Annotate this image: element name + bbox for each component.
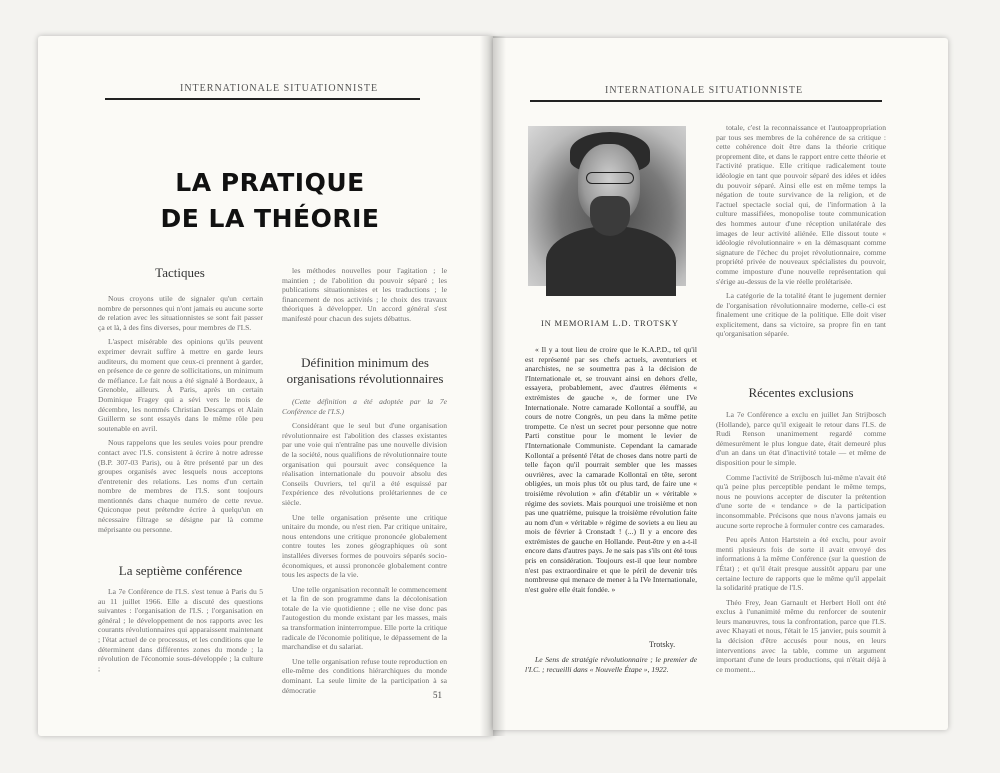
paragraph: Une telle organisation présente une critique unitaire du monde, ou n'est rien. Par critique unitaire, nous entendons une critique prononcée globalement contre toutes les zones géographiques où sont installées diverses formes de pouvoirs séparés socio-économiques, et aussi prononcée globalement contre tous les aspects de la vie.	[282, 512, 447, 580]
book-gutter	[480, 36, 506, 736]
running-head-left: INTERNATIONALE SITUATIONNISTE	[180, 83, 379, 94]
paragraph: Nous croyons utile de signaler qu'un certain nombre de personnes qui n'ont jamais eu aucune sorte de relation avec les situationnistes se sont fait passer ça et là, à des fins diverses, pour membres de l'I.S.	[98, 294, 263, 332]
portrait-photo	[528, 126, 686, 286]
paragraph: La 7e Conférence de l'I.S. s'est tenue à Paris du 5 au 11 juillet 1966. Elle a discuté des questions suivantes : l'organisation de l'I.S. ; l'organisation en général ; le développement de nos rapports avec les courants révolutionnaires qui apparaissent maintenant ; l'état actuel de ce processus, et les conditions que le déterminent dans différentes zones du monde ; la révolution de l'économie sous-développée ; la culture ;	[98, 587, 263, 673]
left-column-text	[98, 294, 263, 562]
paragraph: Considérant que le seul but d'une organisation révolutionnaire est l'abolition des classes existantes par une voie qui n'entraîne pas une nouvelle division de la société, nous qualifions de révolutionnaire toute organisation qui poursuit avec conséquence la réalisation internationale du pouvoir absolu des Conseils Ouvriers, tel qu'il a été esquissé par l'expérience des révolutions prolétariennes de ce siècle.	[282, 421, 447, 507]
paragraph: « Il y a tout lieu de croire que le K.A.P.D., tel qu'il est représenté par ses chefs actuels, aventuriers et anarchistes, ne se soumettra pas à la décision de l'Internationale et, se trouvant ainsi en dehors d'elle, essayera, probablement, avec d'autres éléments « extrémistes de gauche », de former une IVe Internationale. Notre camarade Kollontaï a soufflé, au cours de notre Congrès, un peu dans la même petite trompette. Ce n'est un secret pour personne que notre Parti constitue pour le moment le levier de l'Internationale Communiste. Cependant la camarade Kollontaï a présenté l'état de choses dans notre parti de telle façon qu'il pourrait sembler que les masses ouvrières, avec la camarade Kollontaï en tête, seront obligées, un mois plus tôt ou plus tard, de faire une « troisième révolution » afin d'établir un « véritable » régime des soviets. Mais pourquoi une troisième et non pas une quatrième, puisque la troisième révolution faite au nom d'un « véritable » régime de soviets a eu lieu au mois de février à Cronstadt ! (...) Il y a encore des extrémistes de gauche en Hollande. Peut-être y en a-t-il encore dans d'autres pays. Je ne sais pas s'ils ont été tous pris en considération. Toujours est-il que leur nombre n'est pas extraordinaire et que le péril de devenir très nombreuse qui menace de mener à la IVe Internationale, n'est guère elle était fondée. »	[525, 345, 697, 594]
paragraph: Nous rappelons que les seules voies pour prendre contact avec l'I.S. consistent à écrire à notre adresse (B.P. 307-03 Paris), ou à être présenté par un des groupes organisés avec lesquels nous acceptons d'entretenir des relations. Les noms d'un certain nombre de membres de l'I.S. sont toujours mentionnés dans chaque numéro de cette revue. Quiconque peut prétendre écrire à quelqu'un en nécessaire filtrage se désigne par là comme méprisante ou personne.	[98, 438, 263, 534]
photo-figure-glasses	[586, 172, 634, 184]
quote-text	[525, 345, 697, 635]
photo-caption: IN MEMORIAM L.D. TROTSKY	[541, 318, 679, 328]
paragraph: L'aspect misérable des opinions qu'ils peuvent exprimer devrait suffire à mettre en garde leurs auditeurs, du moment que ceux-ci prennent à garder, en présence de ce genre de sollicitations, un minimum de méfiance. Le fait nous a été signalé à Bordeaux, à Grenoble, ailleurs. À Paris, après un certain Dominique Fragey qui a sévi vers le mois de décembre, les nommés Christian Descamps et Alain Guillerm se sont essayés dans le même rôle peu soutenable en avril.	[98, 337, 263, 433]
exclusions-text	[716, 410, 886, 688]
paragraph: Une telle organisation refuse toute reproduction en elle-même des conditions hiérarchiques du monde dominant. La seule limite de la participation à sa démocratie	[282, 656, 447, 695]
paragraph: La catégorie de la totalité étant le jugement dernier de l'organisation révolutionnaire moderne, celle-ci est finalement une critique de la politique. Elle doit viser explicitement, dans sa victoire, sa propre fin en tant qu'organisation séparée.	[716, 291, 886, 339]
title-line-1: LA PRATIQUE	[175, 168, 365, 197]
photo-figure-body	[546, 226, 676, 296]
paragraph: Théo Frey, Jean Garnault et Herbert Holl ont été exclus à l'unanimité même du renforcer de soutenir leurs manœuvres, tous la confrontation, parce que l'I.S. avec Khayati et nous, l'était le 15 janvier, puis soumit à la décision d'être accusés pour nous, en leurs interventions avec la table, comme un argument important d'une de leurs productions, qui n'était déjà à ce moment...	[716, 597, 886, 674]
seventh-conference-text	[98, 587, 263, 687]
photo-figure-beard	[590, 196, 630, 236]
heading-seventh-conference: La septième conférence	[118, 563, 243, 578]
title-line-2: DE LA THÉORIE	[160, 204, 380, 233]
paragraph: Comme l'activité de Strijbosch lui-même n'avait été qu'à peine plus perceptible pendant le même temps, nous ne pouvions accepter de discuter la prétention d'une sorte de « tendance » de la participation inconsommable. Précisons que nous n'avons jamais eu aucune sorte reproche à formuler contre ces camarades.	[716, 472, 886, 530]
running-head-right: INTERNATIONALE SITUATIONNISTE	[605, 85, 804, 96]
right-column-top-text	[282, 266, 447, 334]
header-rule-right	[530, 100, 882, 102]
heading-definition	[280, 355, 450, 387]
right-column-text	[716, 123, 886, 369]
paragraph: totale, c'est la reconnaissance et l'autoappropriation par tous ses membres de la cohérence de sa critique : cette cohérence doit être dans la théorie critique proprement dite, et dans le rapport entre cette théorie et l'activité pratique. Elle critique radicalement toute idéologie en tant que pouvoir séparé des idées et idées du pouvoir séparé. Ainsi elle est en même temps la négation de toute survivance de la religion, et de l'actuel spectacle social qui, de l'information à la culture massifiées, monopolise toute communication des hommes autour d'une réception unilatérale des images de leur activité aliénée. Elle dissout toute « idéologie révolutionnaire » en la démasquant comme signature de l'échec du projet révolutionnaire, comme propriété privée de nouveaux spécialistes du pouvoir, comme imposture d'une nouvelle représentation qui s'érige au-dessus de la vie réelle prolétarisée.	[716, 123, 886, 286]
heading-definition-line-2: organisations révolutionnaires	[286, 371, 444, 386]
paragraph: Une telle organisation reconnaît le commencement et la fin de son programme dans la décolonisation totale de la vie quotidienne ; elle ne vise donc pas l'autogestion du monde existant par les masses, mais sa transformation ininterrompue. Elle porte la critique radicale de l'économie politique, le dépassement de la marchandise et du salariat.	[282, 584, 447, 652]
quote-source	[525, 655, 697, 685]
heading-exclusions: Récentes exclusions	[748, 385, 854, 400]
heading-tactics: Tactiques	[155, 265, 205, 280]
page-number: 51	[433, 690, 442, 700]
paragraph: Le Sens de stratégie révolutionnaire ; le premier de l'I.C. ; recueilli dans « Nouvelle Étape », 1922.	[525, 655, 697, 674]
quote-signature: Trotsky.	[649, 640, 676, 649]
header-rule-left	[105, 98, 420, 100]
paragraph: La 7e Conférence a exclu en juillet Jan Strijbosch (Hollande), parce qu'il exigeait le retour dans l'I.S. de Rudi Renson unanimement regardé comme démesurément le plus longue date, était demeuré plus d'un an dans un état d'inactivité totale — et même de disposition pour le simple.	[716, 410, 886, 467]
definition-note: (Cette définition a été adoptée par la 7e Conférence de l'I.S.)	[282, 397, 447, 416]
paragraph: les méthodes nouvelles pour l'agitation ; le maintien ; de l'abolition du pouvoir séparé ; les publications situationnistes et les traductions ; le financement de nos activités ; le choix des travaux théoriques à développer. Un accord général s'est manifesté pour chacun des sujets débattus.	[282, 266, 447, 323]
paragraph: Peu après Anton Hartstein a été exclu, pour avoir menti plusieurs fois de sorte il avait envoyé des informations à la même Conférence (sur la question de l'État) ; et qu'il était presque aussitôt apparu par une certaine lecture de rapports que le même qu'il appelait la solidarité pratique de l'I.S.	[716, 535, 886, 593]
heading-definition-line-1: Définition minimum des	[301, 355, 429, 370]
article-title	[155, 165, 385, 237]
